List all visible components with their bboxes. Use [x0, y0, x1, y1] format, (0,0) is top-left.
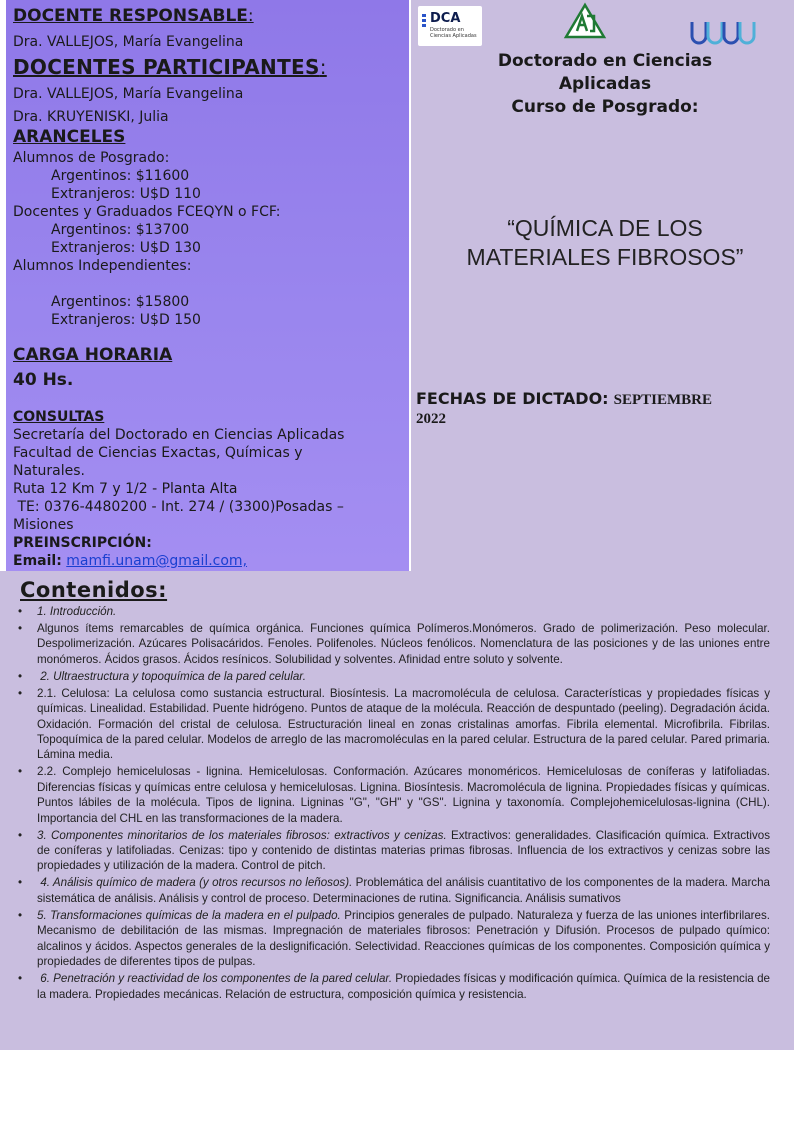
arancel-line: Extranjeros: U$D 150 — [51, 312, 201, 328]
list-item: • 6. Penetración y reactividad de los componentes de la pared celular. Propiedades físicas y modificación química. Química de la resistencia de la madera. Propiedades mecánicas. Relación de estructura, composición química y resistencia. — [18, 972, 770, 1001]
contenidos-heading: Contenidos: — [20, 578, 168, 602]
arancel-line: Extranjeros: U$D 110 — [51, 186, 201, 202]
consultas-line: Facultad de Ciencias Exactas, Químicas y — [13, 445, 303, 461]
list-item: • 4. Análisis químico de madera (y otros recursos no leñosos). Problemática del análisis cuantitativo de los componentes de la madera. Marcha sistemática de análisis. Análisis y control de proceso. Determinaciones de rutina. Significancia. Análisis sumativos — [18, 876, 770, 905]
arancel-line: Argentinos: $13700 — [51, 222, 190, 238]
consultas-line: TE: 0376-4480200 - Int. 274 / (3300)Posadas – — [13, 499, 344, 515]
docente-participante-2: Dra. KRUYENISKI, Julia — [13, 109, 169, 125]
arancel-line: Argentinos: $11600 — [51, 168, 190, 184]
fechas-label: FECHAS DE DICTADO: — [416, 389, 609, 408]
email-line — [13, 553, 247, 569]
email-link[interactable]: mamfi.unam@gmail.com, — [66, 553, 248, 569]
carga-horaria-heading: CARGA HORARIA — [13, 345, 173, 365]
dca-logo — [418, 6, 482, 46]
list-item: • 1. Introducción. — [18, 605, 117, 618]
carga-horaria-value: 40 Hs. — [13, 370, 74, 390]
docentes-participantes-heading: DOCENTES PARTICIPANTES: — [13, 55, 327, 79]
consultas-line: Naturales. — [13, 463, 85, 479]
arancel-line: Argentinos: $15800 — [51, 294, 190, 310]
fechas-year: 2022 — [416, 411, 446, 427]
unam-logo-icon — [690, 10, 762, 46]
fechas-line — [416, 389, 712, 409]
docente-responsable-heading: DOCENTE RESPONSABLE: — [13, 6, 254, 26]
faculty-logo-icon — [563, 2, 607, 40]
list-item: • Algunos ítems remarcables de química orgánica. Funciones química Polímeros.Monómeros. Grado de polimerización. Peso molecular. Despolimerización. Azúcares Polisacáridos. Fenoles. Polifenoles. Núcleos fenólicos. Nomenclatura de las posiciones y de las uniones entre monómeros. Ácidos grasos. Ácidos resínicos. Solubilidad y solventes. Afinidad entre soluto y solvente. — [18, 622, 770, 666]
preinscripcion-heading: PREINSCRIPCIÓN: — [13, 535, 152, 551]
arancel-line: Alumnos Independientes: — [13, 258, 192, 274]
course-name-line: MATERIALES FIBROSOS” — [466, 244, 744, 270]
program-title-line: Aplicadas — [558, 74, 652, 94]
course-name-line: “QUÍMICA DE LOS — [507, 215, 703, 241]
docente-participante-1: Dra. VALLEJOS, María Evangelina — [13, 86, 244, 102]
arancel-line: Extranjeros: U$D 130 — [51, 240, 201, 256]
fechas-month: SEPTIEMBRE — [613, 392, 713, 408]
aranceles-heading: ARANCELES — [13, 127, 126, 147]
dca-logo-text: DCA — [430, 11, 461, 26]
list-item: • 3. Componentes minoritarios de los materiales fibrosos: extractivos y cenizas. Extractivos: generalidades. Clasificación química. Extractivos de coníferas y latifoliadas. Cenizas: tipo y contenido de distintas materias primas fibrosas. Influencia de los extractivos y cenizas sobre las propiedades y utilización de la madera. Control de pitch. — [18, 828, 770, 873]
consultas-line: Misiones — [13, 517, 74, 533]
consultas-line: Secretaría del Doctorado en Ciencias Aplicadas — [13, 427, 345, 443]
docente-responsable-name: Dra. VALLEJOS, María Evangelina — [13, 34, 244, 50]
consultas-line: Ruta 12 Km 7 y 1/2 - Planta Alta — [13, 481, 238, 497]
contenidos-list — [18, 604, 770, 1004]
dca-logo-sub: Doctorado en Ciencias Aplicadas — [430, 27, 477, 39]
program-title-line: Doctorado en Ciencias — [497, 51, 713, 71]
list-item: • 2.2. Complejo hemicelulosas - lignina. Hemicelulosas. Conformación. Azúcares monoméricos. Hemicelulosas de coníferas y latifoliadas. Diferencias físicas y químicas entre celulosa y hemicelulosas. Lignina. Biosíntesis. Macromolécula de lignina. Propiedades físicas y químicas. Puntos lábiles de la molécula. Tipos de lignina. Ligninas "G", "GH" y "GS". Lignina y taxonomía. Complejohemicelulosas-lignina (CHL). Importancia del CHL en las transformaciones de la madera. — [18, 765, 770, 825]
list-item: • 2.1. Celulosa: La celulosa como sustancia estructural. Biosíntesis. La macromolécula de celulosa. Características y propiedades físicas y químicas. Linealidad. Estabilidad. Puente hidrógeno. Puntos de ataque de la molécula. Reacción de despuntado (peeling). Degradación ácida. Oxidación. Formación del cristal de celulosa. Estructuración lineal en zonas cristalinas amorfas. Fibrila elemental. Microfibrila. Fibrilas. Topoquímica de la pared celular. Modelos de arreglo de las macromoléculas en la pared celular. Estructura de la pared celular. Pared primaria. Lámina media. — [18, 686, 770, 762]
arancel-line: Docentes y Graduados FCEQYN o FCF: — [13, 204, 281, 220]
arancel-line: Alumnos de Posgrado: — [13, 150, 170, 166]
consultas-heading: CONSULTAS — [13, 409, 105, 425]
list-item: • 5. Transformaciones químicas de la madera en el pulpado. Principios generales de pulpado. Naturaleza y fuerza de las uniones interfibrilares. Mecanismo de debilitación de las mismas. Impregnación de materiales fibrosos: Penetración y Difusión. Procesos de pulpado químico: alcalinos y ácidos. Aspectos generales de la deslignificación. Selectividad. Reacciones químicas de los componentes. Composición química y propiedades de diferentes tipos de pulpas. — [18, 908, 770, 969]
list-item: • 2. Ultraestructura y topoquímica de la pared celular. — [18, 669, 306, 683]
course-type-title: Curso de Posgrado: — [511, 97, 699, 117]
email-label: Email: — [13, 553, 62, 569]
